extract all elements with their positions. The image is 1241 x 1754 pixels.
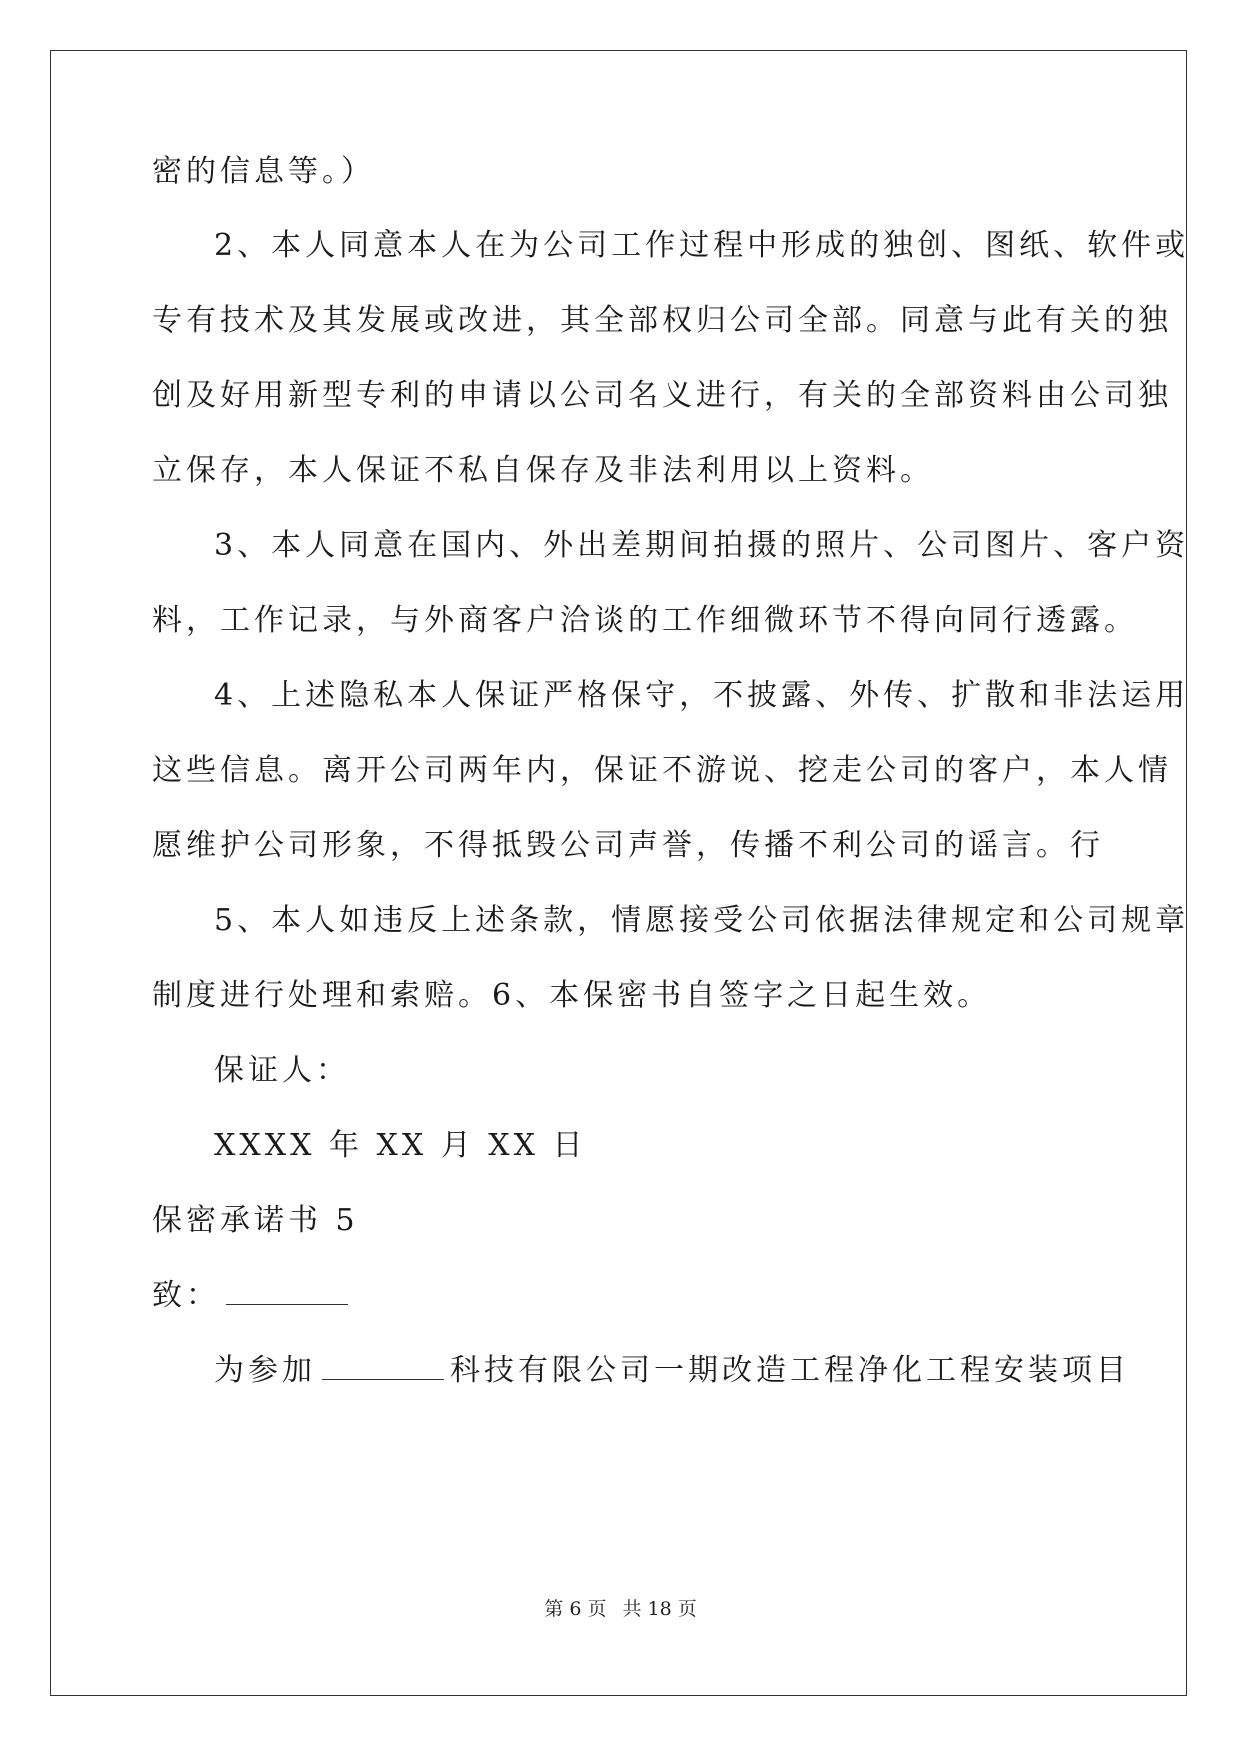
intro-prefix: 为参加 bbox=[214, 1353, 316, 1388]
addressee-label: 致： bbox=[152, 1278, 220, 1313]
clause-3-line-1: 3、本人同意在国内、外出差期间拍摄的照片、公司图片、客户资 bbox=[214, 528, 1190, 563]
addressee-line bbox=[152, 1274, 1092, 1318]
page-footer bbox=[0, 1596, 1241, 1622]
date-line: XXXX 年 XX 月 XX 日 bbox=[214, 1128, 587, 1163]
addressee-blank bbox=[226, 1274, 348, 1305]
intro-suffix: 科技有限公司一期改造工程净化工程安装项目 bbox=[450, 1353, 1130, 1388]
clause-4-line-3: 愿维护公司形象，不得抵毁公司声誉，传播不利公司的谣言。行 bbox=[152, 828, 1104, 863]
intro-line bbox=[214, 1349, 1154, 1393]
text-line: 密的信息等。） bbox=[152, 154, 375, 189]
clause-2-line-4: 立保存，本人保证不私自保存及非法利用以上资料。 bbox=[152, 453, 934, 488]
clause-2-line-1: 2、本人同意本人在为公司工作过程中形成的独创、图纸、软件或 bbox=[214, 228, 1190, 263]
page-number: 第 6 页 bbox=[544, 1598, 607, 1620]
clause-2-line-2: 专有技术及其发展或改进，其全部权归公司全部。同意与此有关的独 bbox=[152, 303, 1172, 338]
clause-3-line-2: 料，工作记录，与外商客户洽谈的工作细微环节不得向同行透露。 bbox=[152, 603, 1138, 638]
page-total: 共 18 页 bbox=[622, 1598, 697, 1620]
clause-5-line-2: 制度进行处理和索赔。6、本保密书自签字之日起生效。 bbox=[152, 978, 992, 1013]
company-name-blank bbox=[322, 1349, 444, 1380]
guarantor-label: 保证人： bbox=[214, 1053, 350, 1088]
clause-5-line-1: 5、本人如违反上述条款，情愿接受公司依据法律规定和公司规章 bbox=[214, 903, 1190, 938]
clause-4-line-1: 4、上述隐私本人保证严格保守，不披露、外传、扩散和非法运用 bbox=[214, 678, 1190, 713]
section-title: 保密承诺书 5 bbox=[152, 1203, 359, 1238]
clause-4-line-2: 这些信息。离开公司两年内，保证不游说、挖走公司的客户，本人情 bbox=[152, 753, 1172, 788]
page-border bbox=[50, 50, 1190, 1696]
clause-2-line-3: 创及好用新型专利的申请以公司名义进行，有关的全部资料由公司独 bbox=[152, 378, 1172, 413]
